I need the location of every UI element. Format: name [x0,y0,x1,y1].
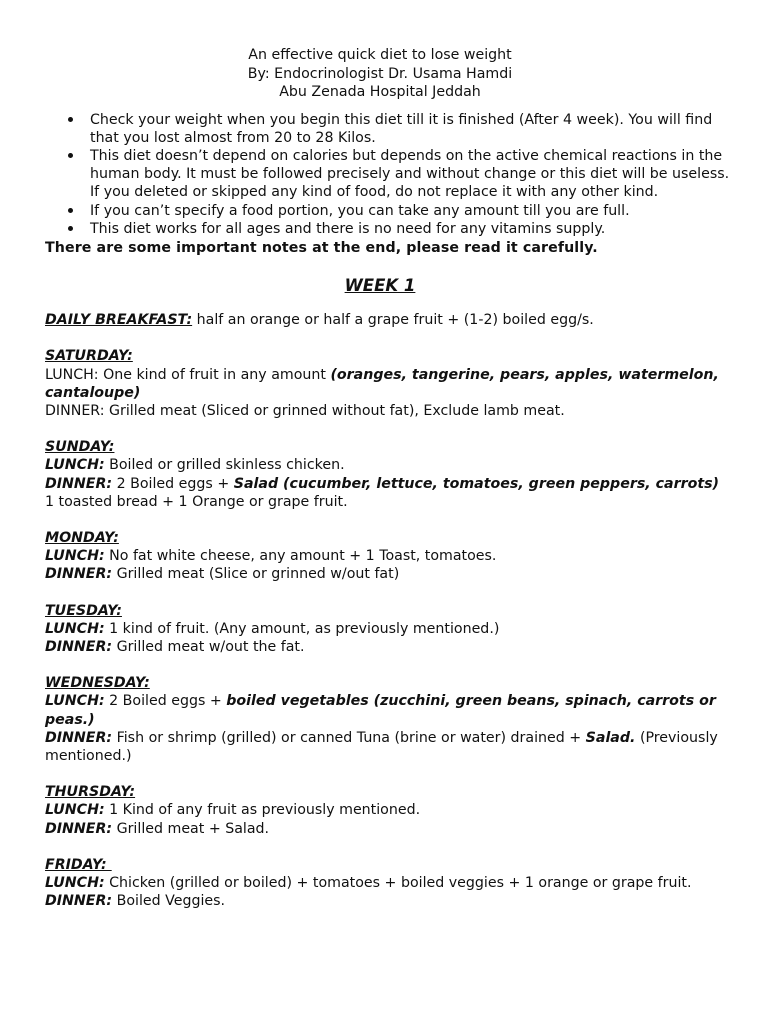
dinner-label: DINNER: [45,475,113,492]
day-title: WEDNESDAY: [45,675,150,692]
lunch-label: LUNCH: [45,693,105,710]
daily-breakfast [45,311,730,329]
dinner-salad: Salad. [585,729,636,746]
lunch-line [45,366,730,402]
lunch-text: 2 Boiled eggs + [104,693,227,710]
dinner-text: (Previously mentioned.) [45,729,718,764]
lunch-label: LUNCH: [45,620,105,637]
dinner-text: 1 toasted bread + 1 Orange or grape fruit. [45,493,348,510]
day-title: FRIDAY: [45,856,112,873]
lunch-text: Boiled or grilled skinless chicken. [104,457,345,474]
list-item: This diet works for all ages and there is no need for any vitamins supply. [90,220,730,238]
day-sunday [45,438,730,511]
dinner-text: Boiled Veggies. [112,893,226,910]
instructions-list [45,111,730,238]
lunch-label: LUNCH: [45,802,105,819]
dinner-label: DINNER: [45,820,113,837]
day-title: THURSDAY: [45,784,136,801]
lunch-line [45,620,730,638]
hospital-line: Abu Zenada Hospital Jeddah [279,84,481,100]
lunch-line [45,874,730,892]
author-line: By: Endocrinologist Dr. Usama Hamdi [247,65,513,82]
day-title: SUNDAY: [45,439,115,456]
lunch-vegetables: boiled vegetables (zucchini, green beans, spinach, carrots or peas.) [45,693,716,728]
dinner-text: 2 Boiled eggs + [112,475,234,492]
list-item: Check your weight when you begin this diet till it is finished (After 4 week). You will find that you lost almost from 20 to 28 Kilos. [90,111,730,147]
lunch-text: One kind of fruit in any amount [98,366,331,383]
breakfast-label: DAILY BREAKFAST: [45,312,193,329]
dinner-text: Grilled meat (Slice or grinned w/out fat) [112,566,400,583]
document-header [30,46,730,102]
dinner-line [45,820,730,838]
document-title: An effective quick diet to lose weight [248,47,512,63]
dinner-text: Grilled meat w/out the fat. [112,638,305,655]
dinner-text: Fish or shrimp (grilled) or canned Tuna (brine or water) drained + [112,729,586,746]
dinner-label: DINNER: [45,402,105,419]
lunch-line [45,456,730,474]
day-title: TUESDAY: [45,602,122,619]
day-tuesday [45,602,730,657]
day-friday [45,856,730,911]
lunch-text: 1 Kind of any fruit as previously mentioned. [104,802,421,819]
important-note: There are some important notes at the end, please read it carefully. [45,239,598,256]
day-saturday [45,347,730,420]
lunch-line [45,801,730,819]
day-title: SATURDAY: [45,348,133,365]
day-wednesday [45,674,730,765]
dinner-label: DINNER: [45,566,113,583]
dinner-line [45,729,730,765]
list-item: If you can’t specify a food portion, you can take any amount till you are full. [90,202,730,220]
dinner-line [45,892,730,910]
lunch-label: LUNCH: [45,366,99,383]
dinner-salad: Salad (cucumber, lettuce, tomatoes, green peppers, carrots) [233,475,720,492]
dinner-label: DINNER: [45,638,113,655]
lunch-label: LUNCH: [45,548,105,565]
lunch-line [45,547,730,565]
lunch-text: Chicken (grilled or boiled) + tomatoes + boiled veggies + 1 orange or grape fruit. [104,875,692,891]
dinner-line [45,638,730,656]
lunch-label: LUNCH: [45,875,105,891]
document-page [45,46,730,910]
lunch-label: LUNCH: [45,457,105,474]
dinner-label: DINNER: [45,729,113,746]
lunch-text: No fat white cheese, any amount + 1 Toast, tomatoes. [104,548,497,565]
dinner-line [45,475,730,511]
breakfast-text: half an orange or half a grape fruit + (1-2) boiled egg/s. [192,312,594,329]
day-thursday [45,783,730,838]
dinner-line [45,402,730,420]
dinner-text: Grilled meat + Salad. [112,820,270,837]
dinner-label: DINNER: [45,893,113,910]
day-monday [45,529,730,584]
dinner-text: Grilled meat (Sliced or grinned without fat), Exclude lamb meat. [104,402,565,419]
dinner-line [45,565,730,583]
day-title: MONDAY: [45,529,119,546]
lunch-text: 1 kind of fruit. (Any amount, as previously mentioned.) [104,620,500,637]
week-heading: WEEK 1 [344,276,416,296]
lunch-fruits: (oranges, tangerine, pears, apples, watermelon, cantaloupe) [45,366,719,401]
lunch-line [45,692,730,728]
list-item: This diet doesn’t depend on calories but depends on the active chemical reactions in the human body. It must be followed precisely and without change or this diet will be useless. If you deleted or skipped any kind of food, do not replace it with any other kind. [90,147,730,201]
